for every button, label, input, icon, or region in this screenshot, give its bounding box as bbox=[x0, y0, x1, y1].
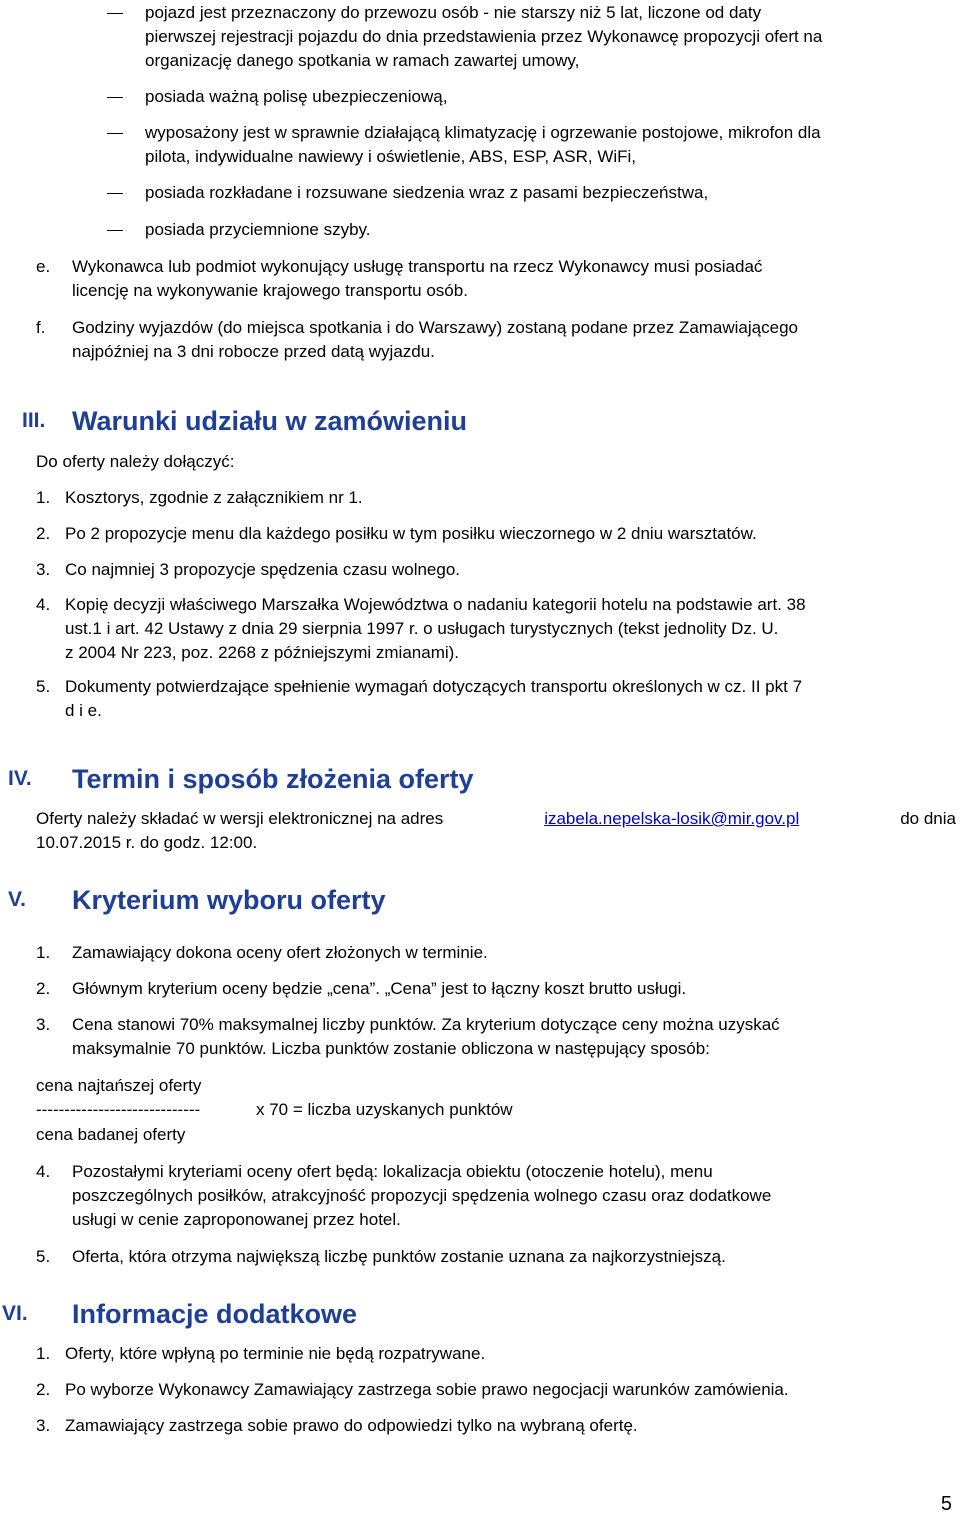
section-number: IV. bbox=[8, 767, 32, 790]
list-number: 1. bbox=[36, 488, 51, 507]
email-link[interactable]: izabela.nepelska-losik@mir.gov.pl bbox=[544, 809, 800, 828]
list-item: poszczególnych posiłków, atrakcyjność propozycji spędzenia wolnego czasu oraz dodatkowe bbox=[72, 1186, 772, 1205]
bullet-dash bbox=[107, 230, 123, 231]
section-number: III. bbox=[22, 409, 46, 432]
bullet-text: posiada przyciemnione szyby. bbox=[145, 220, 371, 239]
bullet-text: pojazd jest przeznaczony do przewozu osób - nie starszy niż 5 lat, liczone od daty bbox=[145, 3, 762, 22]
list-number: 1. bbox=[36, 943, 51, 962]
list-number: 2. bbox=[36, 979, 51, 998]
bullet-dash bbox=[107, 13, 123, 14]
item-label-f: f. bbox=[36, 318, 46, 337]
bullet-text: organizację danego spotkania w ramach zawartej umowy, bbox=[145, 51, 580, 70]
list-item: Dokumenty potwierdzające spełnienie wymagań dotyczących transportu określonych w cz. II pkt 7 bbox=[65, 677, 803, 696]
list-item: d i e. bbox=[65, 701, 102, 720]
list-item: Oferty, które wpłyną po terminie nie będą rozpatrywane. bbox=[65, 1344, 486, 1363]
list-item: usługi w cenie zaproponowanej przez hotel. bbox=[72, 1210, 401, 1229]
formula-multiplier: x 70 = liczba uzyskanych punktów bbox=[256, 1100, 513, 1119]
list-number: 4. bbox=[36, 595, 51, 614]
bullet-text: wyposażony jest w sprawnie działającą klimatyzację i ogrzewanie postojowe, mikrofon dla bbox=[145, 123, 821, 142]
list-item: z 2004 Nr 223, poz. 2268 z późniejszymi zmianami). bbox=[65, 643, 460, 662]
section-number: VI. bbox=[2, 1302, 28, 1325]
formula-dashes: ----------------------------- bbox=[36, 1100, 201, 1119]
formula-denominator: cena badanej oferty bbox=[36, 1125, 186, 1144]
list-item: Cena stanowi 70% maksymalnej liczby punktów. Za kryterium dotyczące ceny można uzyskać bbox=[72, 1015, 780, 1034]
list-item: ust.1 i art. 42 Ustawy z dnia 29 sierpnia 1997 r. o usługach turystycznych (tekst jednolity Dz. U. bbox=[65, 619, 779, 638]
list-number: 5. bbox=[36, 1247, 51, 1266]
item-text: Wykonawca lub podmiot wykonujący usługę transportu na rzecz Wykonawcy musi posiadać bbox=[72, 257, 763, 276]
section-intro: Do oferty należy dołączyć: bbox=[36, 452, 235, 471]
item-text: licencję na wykonywanie krajowego transportu osób. bbox=[72, 281, 468, 300]
list-number: 4. bbox=[36, 1162, 51, 1181]
bullet-dash bbox=[107, 97, 123, 98]
section-title: Kryterium wyboru oferty bbox=[72, 885, 386, 915]
page-number: 5 bbox=[940, 1493, 952, 1515]
list-number: 3. bbox=[36, 1416, 51, 1435]
list-number: 3. bbox=[36, 560, 51, 579]
bullet-text: posiada rozkładane i rozsuwane siedzenia wraz z pasami bezpieczeństwa, bbox=[145, 183, 709, 202]
section-title: Informacje dodatkowe bbox=[72, 1299, 358, 1329]
list-number: 2. bbox=[36, 524, 51, 543]
section-number: V. bbox=[8, 888, 26, 911]
formula-numerator: cena najtańszej oferty bbox=[36, 1076, 202, 1095]
bullet-text: pilota, indywidualne nawiewy i oświetlenie, ABS, ESP, ASR, WiFi, bbox=[145, 147, 637, 166]
list-item: maksymalnie 70 punktów. Liczba punktów zostanie obliczona w następujący sposób: bbox=[72, 1039, 710, 1058]
list-number: 1. bbox=[36, 1344, 51, 1363]
list-item: Zamawiający zastrzega sobie prawo do odpowiedzi tylko na wybraną ofertę. bbox=[65, 1416, 638, 1435]
bullet-text: pierwszej rejestracji pojazdu do dnia przedstawienia przez Wykonawcę propozycji ofert na bbox=[145, 27, 823, 46]
submission-after: do dnia bbox=[900, 809, 956, 828]
list-number: 3. bbox=[36, 1015, 51, 1034]
list-item: Pozostałymi kryteriami oceny ofert będą: lokalizacja obiektu (otoczenie hotelu), menu bbox=[72, 1162, 713, 1181]
submission-before: Oferty należy składać w wersji elektronicznej na adres bbox=[36, 809, 444, 828]
submission-deadline: 10.07.2015 r. do godz. 12:00. bbox=[36, 833, 258, 852]
list-number: 5. bbox=[36, 677, 51, 696]
list-item: Zamawiający dokona oceny ofert złożonych w terminie. bbox=[72, 943, 488, 962]
section-title: Warunki udziału w zamówieniu bbox=[72, 406, 468, 436]
item-text: Godziny wyjazdów (do miejsca spotkania i do Warszawy) zostaną podane przez Zamawiającego bbox=[72, 318, 798, 337]
list-number: 2. bbox=[36, 1380, 51, 1399]
bullet-dash bbox=[107, 193, 123, 194]
list-item: Oferta, która otrzyma największą liczbę punktów zostanie uznana za najkorzystniejszą. bbox=[72, 1247, 726, 1266]
list-item: Co najmniej 3 propozycje spędzenia czasu wolnego. bbox=[65, 560, 461, 579]
list-item: Kosztorys, zgodnie z załącznikiem nr 1. bbox=[65, 488, 363, 507]
submission-text bbox=[36, 809, 956, 829]
list-item: Po wyborze Wykonawcy Zamawiający zastrzega sobie prawo negocjacji warunków zamówienia. bbox=[65, 1380, 789, 1399]
bullet-text: posiada ważną polisę ubezpieczeniową, bbox=[145, 87, 448, 106]
item-text: najpóźniej na 3 dni robocze przed datą wyjazdu. bbox=[72, 342, 435, 361]
section-title: Termin i sposób złożenia oferty bbox=[72, 764, 474, 794]
list-item: Kopię decyzji właściwego Marszałka Województwa o nadaniu kategorii hotelu na podstawie art. 38 bbox=[65, 595, 806, 614]
bullet-dash bbox=[107, 133, 123, 134]
list-item: Głównym kryterium oceny będzie „cena”. „Cena” jest to łączny koszt brutto usługi. bbox=[72, 979, 687, 998]
list-item: Po 2 propozycje menu dla każdego posiłku w tym posiłku wieczornego w 2 dniu warsztatów. bbox=[65, 524, 757, 543]
item-label-e: e. bbox=[36, 257, 51, 276]
